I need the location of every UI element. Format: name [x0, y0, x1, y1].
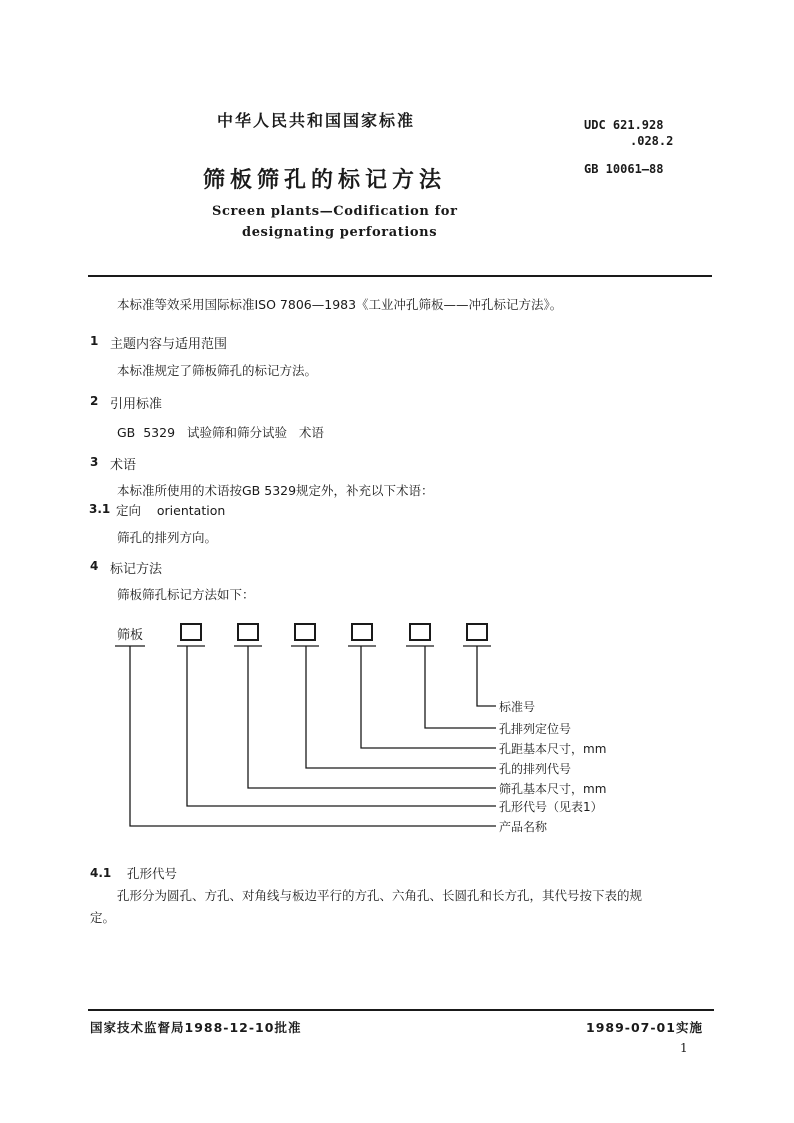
section-1-body: 本标准规定了筛板筛孔的标记方法。 [117, 363, 318, 378]
effective-date: 1989-07-01实施 [586, 1020, 703, 1035]
section-4-body: 筛板筛孔标记方法如下： [117, 587, 255, 602]
diagram-label-pitch: 孔距基本尺寸，mm [499, 742, 607, 756]
code-box-3 [294, 623, 316, 641]
diagram-prefix: 筛板 [117, 628, 144, 643]
gb-number: GB 10061—88 [584, 162, 664, 176]
code-box-1 [180, 623, 202, 641]
section-3-1-number: 3.1 [89, 502, 111, 516]
section-1-title: 主题内容与适用范围 [110, 337, 228, 352]
section-2-title: 引用标准 [110, 397, 163, 412]
section-4-number: 4 [90, 559, 99, 573]
issuer: 中华人民共和国国家标准 [217, 111, 416, 130]
code-box-6 [466, 623, 488, 641]
code-box-2 [237, 623, 259, 641]
diagram-label-hole-shape: 孔形代号（见表1） [499, 800, 603, 814]
section-1-number: 1 [90, 334, 99, 348]
udc-code: UDC 621.928 [584, 118, 664, 132]
intro-text: 本标准等效采用国际标准ISO 7806—1983《工业冲孔筛板——冲孔标记方法》。 [117, 297, 563, 312]
section-3-1-body: 筛孔的排列方向。 [117, 530, 218, 545]
footer-rule [88, 1009, 714, 1011]
section-2-body: GB 5329 试验筛和筛分试验 术语 [117, 425, 324, 440]
section-3-1-title: 定向 orientation [116, 503, 226, 518]
section-4-1-body-line2: 定。 [90, 910, 116, 925]
page-number: 1 [680, 1041, 688, 1055]
section-4-1-number: 4.1 [90, 866, 112, 880]
diagram-label-product-name: 产品名称 [499, 820, 548, 834]
diagram-label-hole-size: 筛孔基本尺寸，mm [499, 782, 607, 796]
diagram-label-arrangement: 孔的排列代号 [499, 762, 572, 776]
code-box-4 [351, 623, 373, 641]
english-title-line1: Screen plants—Codification for [212, 204, 458, 219]
section-2-number: 2 [90, 394, 99, 408]
section-3-number: 3 [90, 455, 99, 469]
approval-info: 国家技术监督局1988-12-10批准 [90, 1020, 302, 1035]
section-4-1-body-line1: 孔形分为圆孔、方孔、对角线与板边平行的方孔、六角孔、长圆孔和长方孔，其代号按下表的规 [117, 888, 643, 903]
section-3-body: 本标准所使用的术语按GB 5329规定外，补充以下术语： [117, 483, 434, 498]
section-3-title: 术语 [110, 458, 137, 473]
header-rule [88, 275, 712, 277]
udc-code-suffix: .028.2 [630, 134, 674, 148]
diagram-label-position-no: 孔排列定位号 [499, 722, 572, 736]
english-title-line2: designating perforations [242, 225, 438, 240]
code-box-5 [409, 623, 431, 641]
section-4-1-title: 孔形代号 [127, 866, 178, 881]
section-4-title: 标记方法 [110, 562, 163, 577]
diagram-label-standard-no: 标准号 [499, 700, 536, 714]
page-title: 筛板筛孔的标记方法 [203, 168, 447, 193]
